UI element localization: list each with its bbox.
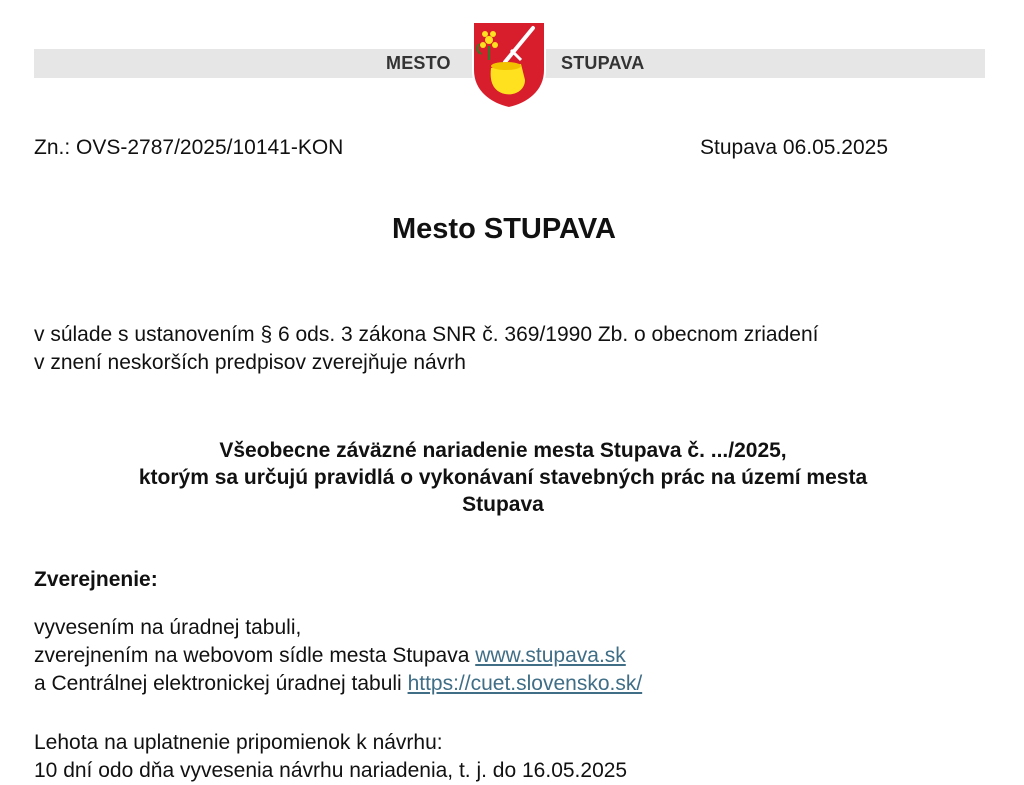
reference-number: Zn.: OVS-2787/2025/10141-KON: [34, 136, 344, 159]
decree-title-line: Všeobecne záväzné nariadenie mesta Stupava č. .../2025,: [219, 439, 787, 462]
publication-list: [34, 614, 642, 698]
publication-item-text: zverejnením na webovom sídle mesta Stupava: [34, 644, 476, 667]
comment-deadline: [34, 729, 627, 785]
page-title: Mesto STUPAVA: [392, 213, 616, 245]
publication-heading: Zverejnenie:: [34, 568, 158, 591]
coat-of-arms-icon: [471, 20, 547, 110]
intro-line: v súlade s ustanovením § 6 ods. 3 zákona SNR č. 369/1990 Zb. o obecnom zriadení: [34, 323, 819, 346]
header-word-stupava: STUPAVA: [561, 53, 645, 73]
place-date: Stupava 06.05.2025: [700, 136, 888, 159]
decree-title-line: ktorým sa určujú pravidlá o vykonávaní stavebných prác na území mesta: [138, 466, 868, 489]
website-link[interactable]: www.stupava.sk: [475, 644, 626, 667]
header-word-mesto: MESTO: [386, 53, 451, 73]
decree-title: [0, 437, 1006, 518]
publication-item: vyvesením na úradnej tabuli,: [34, 616, 302, 639]
deadline-line: Lehota na uplatnenie pripomienok k návrhu:: [34, 731, 443, 754]
intro-line: v znení neskorších predpisov zverejňuje návrh: [34, 351, 466, 374]
deadline-line: 10 dní odo dňa vyvesenia návrhu nariadenia, t. j. do 16.05.2025: [34, 759, 628, 782]
decree-title-line: Stupava: [462, 493, 544, 516]
publication-item: [34, 670, 642, 698]
cuet-link[interactable]: https://cuet.slovensko.sk/: [407, 672, 643, 695]
publication-item-text: a Centrálnej elektronickej úradnej tabuli: [34, 672, 408, 695]
intro-paragraph: [34, 321, 818, 377]
publication-item: [34, 642, 642, 670]
